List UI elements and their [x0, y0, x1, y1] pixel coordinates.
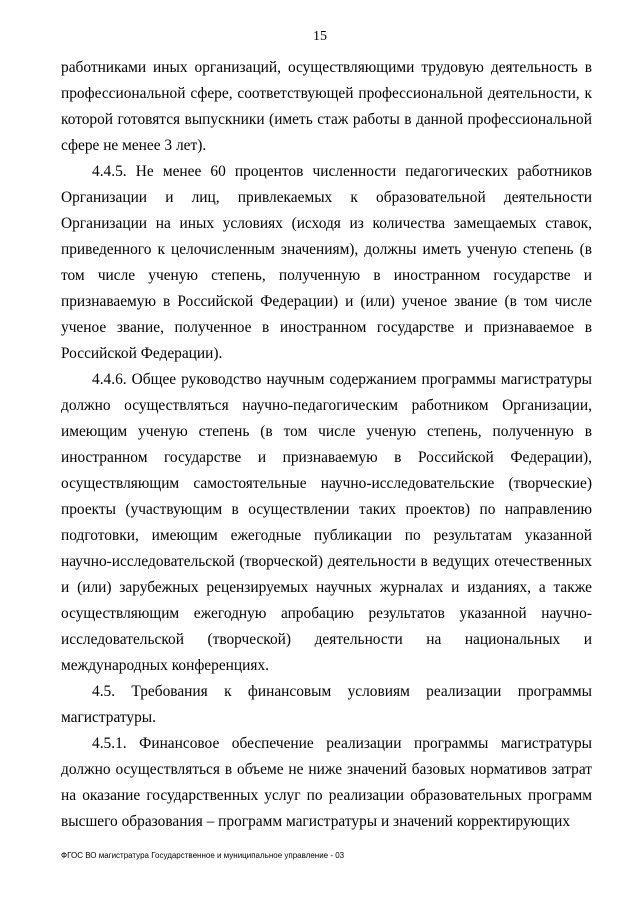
paragraph-continuation: работниками иных организаций, осуществляющими трудовую деятельность в профессиональной сфере, соответствующей профессиональной деятельности, к которой готовятся выпускники (иметь стаж работы в данной профессиональной сфере не менее 3 лет).: [61, 59, 592, 154]
paragraph-4-4-6: 4.4.6. Общее руководство научным содержанием программы магистратуры должно осуществляться научно-педагогическим работником Организации, имеющим ученую степень (в том числе ученую степень, полученную в иностранном государстве и признаваемую в Российской Федерации), осуществляющим самостоятельные научно-исследовательские (творческие) проекты (участвующим в осуществлении таких проектов) по направлению подготовки, имеющим ежегодные публикации по результатам указанной научно-исследовательской (творческой) деятельности в ведущих отечественных и (или) зарубежных рецензируемых научных журналах и изданиях, а также осуществляющим ежегодную апробацию результатов указанной научно-исследовательской (творческой) деятельности на национальных и международных конференциях.: [61, 371, 592, 674]
page-number: 15: [313, 29, 327, 44]
paragraph-4-5-1: 4.5.1. Финансовое обеспечение реализации программы магистратуры должно осуществляться в объеме не ниже значений базовых нормативов затрат на оказание государственных услуг по реализации образовательных программ высшего образования – программ магистратуры и значений корректирующих: [61, 735, 592, 830]
paragraph-4-5: 4.5. Требования к финансовым условиям реализации программы магистратуры.: [61, 683, 592, 726]
page-footer: ФГОС ВО магистратура Государственное и муниципальное управление - 03: [61, 851, 345, 860]
document-body: [61, 55, 592, 835]
paragraph-4-4-5: 4.4.5. Не менее 60 процентов численности педагогических работников Организации и лиц, привлекаемых к образовательной деятельности Организации на иных условиях (исходя из количества замещаемых ставок, приведенного к целочисленным значениям), должны иметь ученую степень (в том числе ученую степень, полученную в иностранном государстве и признаваемую в Российской Федерации) и (или) ученое звание (в том числе ученое звание, полученное в иностранном государстве и признаваемое в Российской Федерации).: [61, 163, 592, 362]
